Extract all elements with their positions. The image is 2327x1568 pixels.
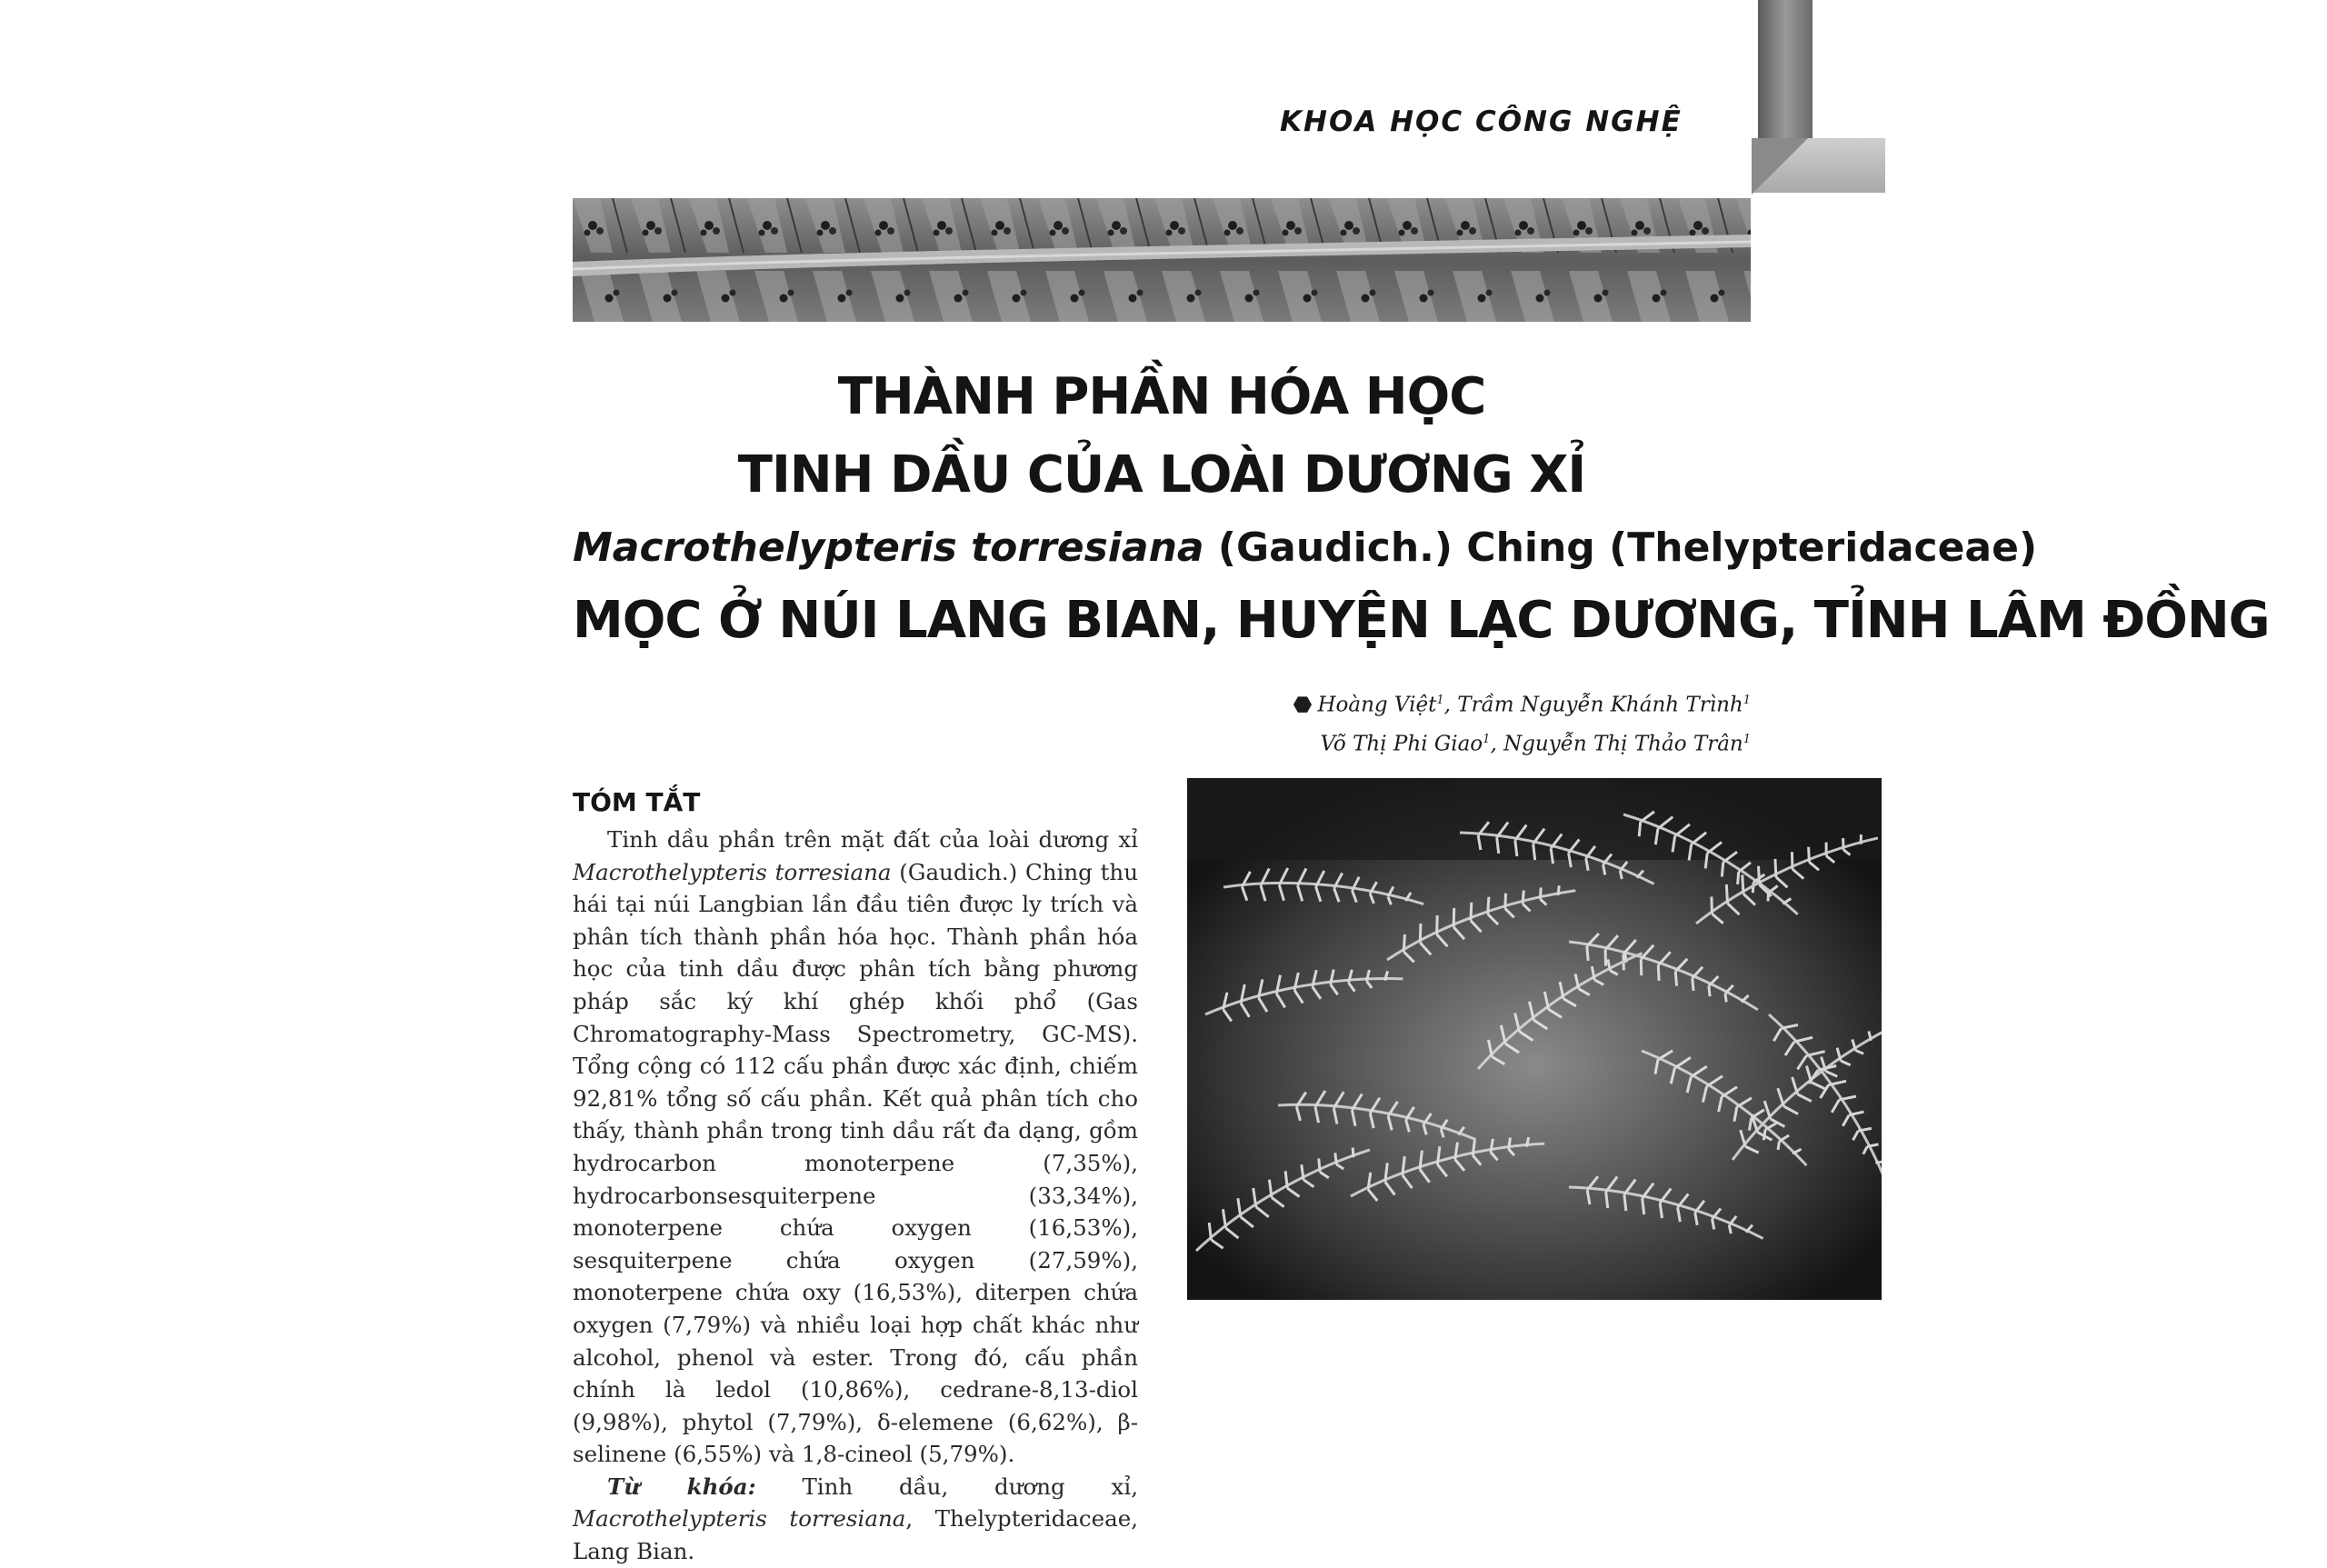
fern-plant-photo-icon [1187,778,1882,1300]
title-species-latin: Macrothelypteris torresiana [573,524,1204,571]
fern-plant-photo [1187,778,1882,1300]
corner-decoration-dark [1758,0,1813,138]
author-separator: , [1490,732,1504,756]
title-species-authority: (Gaudich.) Ching (Thelypteridaceae) [1203,524,2038,571]
author-name: Võ Thị Phi Giao [1320,732,1483,756]
affiliation-marker: 1 [1436,694,1444,707]
keywords-species-latin: Macrothelypteris torresiana [573,1505,906,1533]
fern-pinna-closeup-icon [573,198,1751,322]
author-name: Nguyễn Thị Thảo Trân [1503,732,1743,756]
keywords-paragraph [573,1471,1138,1568]
keywords-label: Từ khóa: [607,1473,756,1500]
author-name: Hoàng Việt [1317,693,1437,717]
keywords-text-run: , Thelypteridaceae, Lang Bian. [573,1505,1138,1565]
author-separator: , [1443,693,1458,717]
affiliation-marker: 1 [1483,732,1491,746]
author-line-2 [1293,723,1751,762]
abstract-body [573,824,1138,1568]
abstract-paragraph [573,824,1138,1471]
title-line-4: MỌC Ở NÚI LANG BIAN, HUYỆN LẠC DƯƠNG, TỈNH LÂM ĐỒNG [573,591,2270,650]
hexagon-bullet-icon: ⬣ [1293,691,1313,717]
title-line-1: THÀNH PHẦN HÓA HỌC [837,367,1486,426]
keywords-text-run: Tinh dầu, dương xỉ, [755,1473,1138,1500]
fern-pinna-closeup-image [573,198,1751,322]
author-line-1 [1293,684,1751,723]
author-name: Trầm Nguyễn Khánh Trình [1457,693,1743,717]
affiliation-marker: 1 [1743,732,1751,746]
abstract-heading: TÓM TẮT [573,787,701,817]
section-label: KHOA HỌC CÔNG NGHỆ [1280,105,1683,138]
author-list [1293,684,1751,761]
affiliation-marker: 1 [1743,694,1751,707]
abstract-species-latin: Macrothelypteris torresiana [573,858,892,885]
abstract-text-run: Tinh dầu phần trên mặt đất của loài dương xỉ [607,826,1138,853]
title-species-line [573,514,2038,582]
corner-decoration-fold [1752,138,1808,195]
article-title [573,358,2270,660]
abstract-text-run: (Gaudich.) Ching thu hái tại núi Langbian lần đầu tiên được ly trích và phân tích thành phần hóa học. Thành phần hóa học của tinh dầu được phân tích bằng phương pháp sắc ký khí ghép khối phổ (Gas Chromatography-Mass Spectrometry, GC-MS). Tổng cộng có 112 cấu phần được xác định, chiếm 92,81% tổng số cấu phần. Kết quả phân tích cho thấy, thành phần trong tinh dầu rất đa dạng, gồm hydrocarbon monoterpene (7,35%), hydrocarbonsesquiterpene (33,34%), monoterpene chứa oxygen (16,53%), sesquiterpene chứa oxygen (27,59%), monoterpene chứa oxy (16,53%), diterpen chứa oxygen (7,79%) và nhiều loại hợp chất khác như alcohol, phenol và ester. Trong đó, cấu phần chính là ledol (10,86%), cedrane-8,13-diol (9,98%), phytol (7,79%), δ-elemene (6,62%), β-selinene (6,55%) và 1,8-cineol (5,79%). [573,858,1138,1468]
title-line-2: TINH DẦU CỦA LOÀI DƯƠNG XỈ [737,445,1586,504]
